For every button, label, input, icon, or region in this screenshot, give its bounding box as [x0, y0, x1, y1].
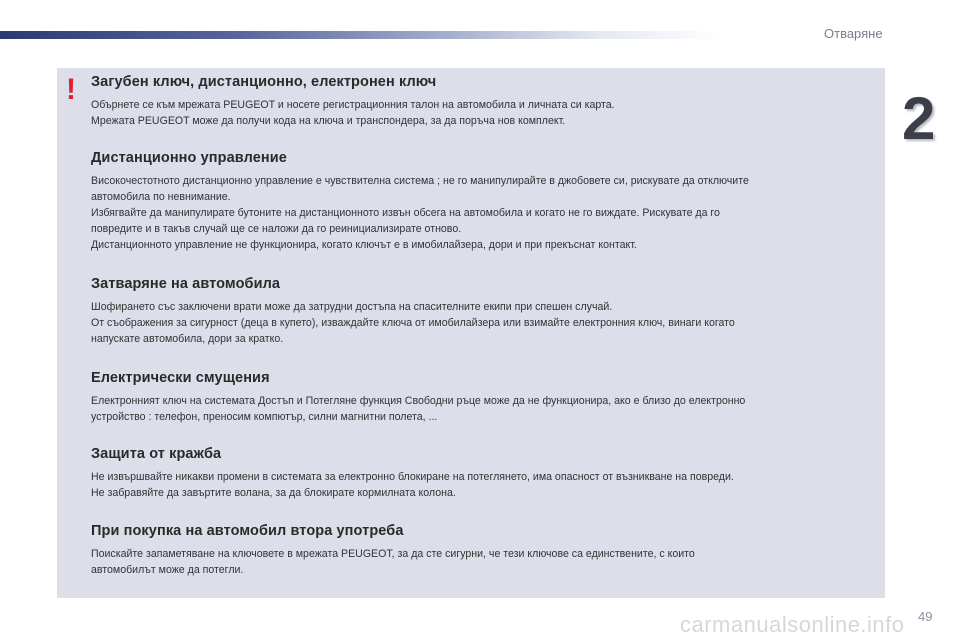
- block-electrical-interference: [91, 370, 881, 425]
- block-title: Загубен ключ, дистанционно, електронен ключ: [91, 74, 437, 90]
- page-number: 49: [918, 609, 933, 624]
- exclamation-icon: !: [66, 73, 76, 106]
- block-title: Затваряне на автомобила: [91, 276, 281, 292]
- block-text: Не извършвайте никакви промени в системата за електронно блокиране на потеглянето, има опасност от възникване на повреди. Не забравяйте да завъртите волана, за да блокирате кормилната колона.: [91, 471, 734, 499]
- block-text: Високочестотното дистанционно управление е чувствителна система ; не го манипулирайте в джобовете си, рискувате да отключите автомобила по невнимание. Избягвайте да манипулирате бутоните на дистанционното извън обсега на автомобила и когато не го виждате. Рискувате да го повредите и в такъв случай ще се наложи да го реинициализирате отново. Дистанционното управление не функционира, когато ключът е в имобилайзера, дори и при прекъснат контакт.: [91, 175, 749, 251]
- block-title: Електрически смущения: [91, 370, 270, 386]
- block-used-car: [91, 523, 881, 578]
- block-text: Електронният ключ на системата Достъп и Потегляне функция Свободни ръце може да не функционира, ако е близо до електронно устройство : телефон, преносим компютър, силни магнитни полета, ...: [91, 395, 746, 423]
- block-title: Дистанционно управление: [91, 150, 287, 166]
- top-gradient-bar: [0, 31, 960, 39]
- watermark: carmanualsonline.info: [680, 612, 905, 637]
- section-header: Отваряне: [824, 26, 883, 41]
- block-text: Шофирането със заключени врати може да затрудни достъпа на спасителните екипи при спешен случай. От съображения за сигурност (деца в купето), изваждайте ключа от имобилайзера или взимайте електронния ключ, винаги когато напускате автомобила, дори за кратко.: [91, 301, 735, 345]
- block-lost-key: [91, 74, 881, 129]
- block-text: Обърнете се към мрежата PEUGEOT и носете регистрационния талон на автомобила и личната си карта. Мрежата PEUGEOT може да получи кода на ключа и транспондера, за да поръча нов комплект.: [91, 99, 615, 127]
- block-title: Защита от кражба: [91, 446, 222, 462]
- block-anti-theft: [91, 446, 881, 501]
- block-locking: [91, 276, 881, 347]
- chapter-number: 2: [902, 85, 936, 152]
- block-text: Поискайте запаметяване на ключовете в мрежата PEUGEOT, за да сте сигурни, че тези ключове са единствените, с които автомобилът може да потегли.: [91, 548, 695, 576]
- block-remote-control: [91, 150, 881, 253]
- block-title: При покупка на автомобил втора употреба: [91, 523, 404, 539]
